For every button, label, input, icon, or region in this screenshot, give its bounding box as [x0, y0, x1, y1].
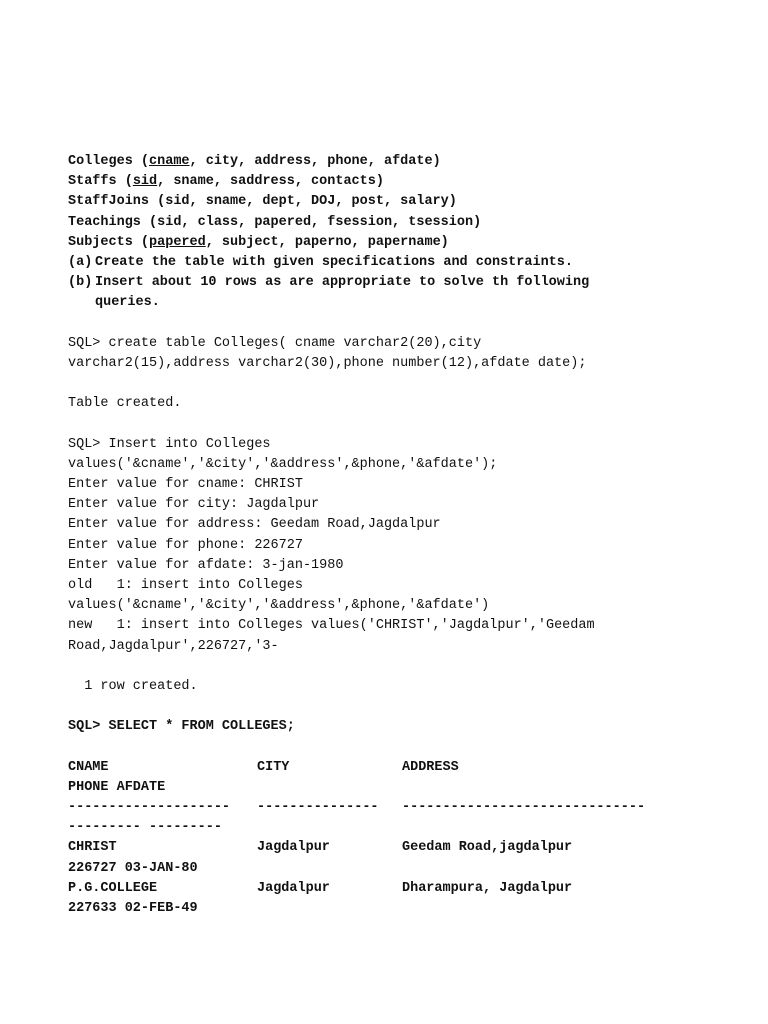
- old-statement-line-2: values('&cname','&city','&address',&phone,'&afdate'): [68, 598, 490, 614]
- cell-city: Jagdalpur: [257, 880, 330, 896]
- result-header-row: [68, 758, 708, 778]
- select-command: SQL> SELECT * FROM COLLEGES;: [68, 719, 295, 735]
- schema-staffs: [68, 172, 708, 192]
- task-b-text: Insert about 10 rows as are appropriate to solve th following: [95, 275, 590, 291]
- schema-subjects-key: papered: [149, 234, 206, 250]
- insert-command-line-2: values('&cname','&city','&address',&phone,'&afdate');: [68, 456, 498, 472]
- cell-cname: P.G.COLLEGE: [68, 880, 158, 896]
- blank-line: [68, 737, 708, 757]
- cell-city: Jagdalpur: [257, 840, 330, 856]
- prompt-phone: Enter value for phone: 226727: [68, 537, 303, 553]
- separator-address: ------------------------------: [402, 800, 646, 815]
- task-b-marker: (b): [68, 275, 93, 291]
- schema-staffjoins: StaffJoins (sid, sname, dept, DOJ, post, salary): [68, 194, 457, 210]
- schema-subjects-prefix: Subjects (: [68, 234, 150, 250]
- new-statement-line-1: new 1: insert into Colleges values('CHRIST','Jagdalpur','Geedam: [68, 618, 595, 634]
- separator-city: ---------------: [257, 800, 379, 815]
- separator-row: [68, 798, 708, 818]
- separator-cname: --------------------: [68, 800, 231, 815]
- schema-colleges-key: cname: [149, 154, 190, 169]
- blank-line: [68, 414, 708, 434]
- task-a: [68, 253, 708, 273]
- prompt-city: Enter value for city: Jagdalpur: [68, 497, 320, 513]
- row-created-message: 1 row created.: [68, 678, 198, 694]
- task-b-continuation: queries.: [95, 295, 160, 311]
- blank-line: [68, 314, 708, 334]
- schema-colleges-rest: , city, address, phone, afdate): [189, 154, 441, 169]
- new-statement-line-2: Road,Jagdalpur',226727,'3-: [68, 638, 279, 654]
- old-statement-line-1: old 1: insert into Colleges: [68, 577, 303, 593]
- separator-wrap-line: --------- ---------: [68, 820, 222, 836]
- schema-staffs-key: sid: [132, 174, 158, 190]
- task-b: [68, 273, 708, 293]
- schema-teachings: Teachings (sid, class, papered, fsession, tsession): [68, 214, 482, 230]
- schema-staffs-prefix: Staffs (: [68, 174, 133, 190]
- schema-staffs-rest: , sname, saddress, contacts): [157, 174, 384, 190]
- prompt-afdate: Enter value for afdate: 3-jan-1980: [68, 557, 344, 573]
- header-address: ADDRESS: [402, 759, 459, 775]
- create-command-line-1: SQL> create table Colleges( cname varchar2(20),city: [68, 335, 482, 351]
- header-wrap-line: PHONE AFDATE: [68, 779, 166, 795]
- table-row-wrap: 227633 02-FEB-49: [68, 900, 198, 916]
- header-city: CITY: [257, 759, 290, 775]
- blank-line: [68, 697, 708, 717]
- blank-line: [68, 657, 708, 677]
- prompt-cname: Enter value for cname: CHRIST: [68, 477, 303, 492]
- header-cname: CNAME: [68, 759, 109, 775]
- table-row-wrap: 226727 03-JAN-80: [68, 860, 198, 876]
- prompt-address: Enter value for address: Geedam Road,Jagdalpur: [68, 517, 441, 533]
- table-created-message: Table created.: [68, 396, 182, 412]
- schema-subjects: [68, 233, 708, 253]
- cell-address: Geedam Road,jagdalpur: [402, 840, 573, 856]
- insert-command-line-1: SQL> Insert into Colleges: [68, 436, 271, 452]
- cell-cname: CHRIST: [68, 840, 117, 856]
- schema-colleges: [68, 152, 708, 172]
- create-command-line-2: varchar2(15),address varchar2(30),phone number(12),afdate date);: [68, 355, 587, 371]
- schema-colleges-prefix: Colleges (: [68, 154, 150, 169]
- blank-line: [68, 374, 708, 394]
- schema-subjects-rest: , subject, paperno, papername): [205, 234, 449, 250]
- table-row: [68, 879, 708, 899]
- cell-address: Dharampura, Jagdalpur: [402, 880, 573, 896]
- document-page: [68, 152, 708, 919]
- table-row: [68, 838, 708, 858]
- task-a-text: Create the table with given specifications and constraints.: [95, 254, 573, 270]
- task-a-marker: (a): [68, 254, 93, 270]
